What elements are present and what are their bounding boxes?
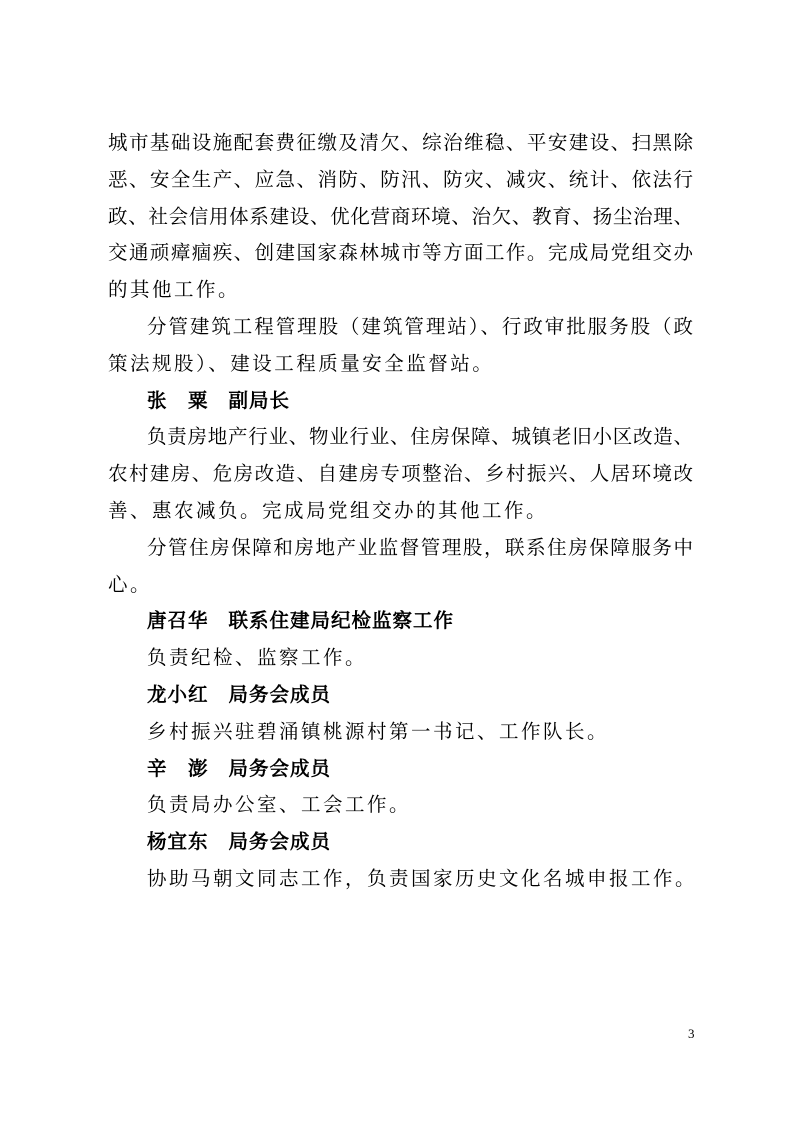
paragraph-line: 乡村振兴驻碧涌镇桃源村第一书记、工作队长。 bbox=[147, 719, 610, 743]
document-body bbox=[108, 125, 698, 898]
paragraph-line: 负责纪检、监察工作。 bbox=[147, 646, 368, 670]
paragraph-line: 策法规股）、建设工程质量安全监督站。 bbox=[108, 351, 495, 375]
paragraph-line: 交通顽瘴痼疾、创建国家森林城市等方面工作。完成局党组交办 bbox=[108, 241, 693, 265]
paragraph-line: 协助马朝文同志工作，负责国家历史文化名城申报工作。 bbox=[147, 866, 698, 890]
person-heading-zhang-su bbox=[108, 383, 693, 420]
person-role: 局务会成员 bbox=[228, 756, 332, 780]
paragraph-line: 负责局办公室、工会工作。 bbox=[147, 793, 412, 817]
paragraph-line: 政、社会信用体系建设、优化营商环境、治欠、教育、扬尘治理、 bbox=[108, 204, 693, 228]
person-name: 杨宜东 bbox=[147, 830, 209, 854]
paragraph-line: 城市基础设施配套费征缴及清欠、综治维稳、平安建设、扫黑除 bbox=[108, 131, 693, 154]
paragraph-line: 恶、安全生产、应急、消防、防汛、防灾、减灾、统计、依法行 bbox=[108, 167, 693, 191]
paragraph-line: 心。 bbox=[108, 572, 153, 596]
person-heading-xin-peng bbox=[108, 751, 693, 788]
paragraph-line: 农村建房、危房改造、自建房专项整治、乡村振兴、人居环境改 bbox=[108, 462, 693, 486]
paragraph-line: 分管建筑工程管理股（建筑管理站）、行政审批服务股（政 bbox=[147, 314, 693, 338]
person-heading-long-xiaohong bbox=[108, 677, 693, 714]
person-role: 局务会成员 bbox=[228, 830, 332, 854]
person-role: 联系住建局纪检监察工作 bbox=[228, 609, 455, 633]
person-name: 辛 澎 bbox=[147, 756, 209, 780]
person-role: 局务会成员 bbox=[228, 682, 332, 706]
person-role: 副局长 bbox=[228, 388, 291, 412]
paragraph-line: 的其他工作。 bbox=[108, 278, 241, 302]
person-name: 龙小红 bbox=[147, 682, 209, 706]
person-heading-tang-zhaohua bbox=[108, 603, 693, 640]
person-heading-yang-yidong bbox=[108, 824, 693, 861]
person-name: 张 粟 bbox=[147, 388, 209, 412]
paragraph-line: 分管住房保障和房地产业监督管理股，联系住房保障服务中 bbox=[147, 535, 693, 559]
paragraph-line: 负责房地产行业、物业行业、住房保障、城镇老旧小区改造、 bbox=[147, 425, 693, 449]
paragraph-line: 善、惠农减负。完成局党组交办的其他工作。 bbox=[108, 498, 549, 522]
page-number: 3 bbox=[688, 1026, 695, 1041]
person-name: 唐召华 bbox=[147, 609, 209, 633]
